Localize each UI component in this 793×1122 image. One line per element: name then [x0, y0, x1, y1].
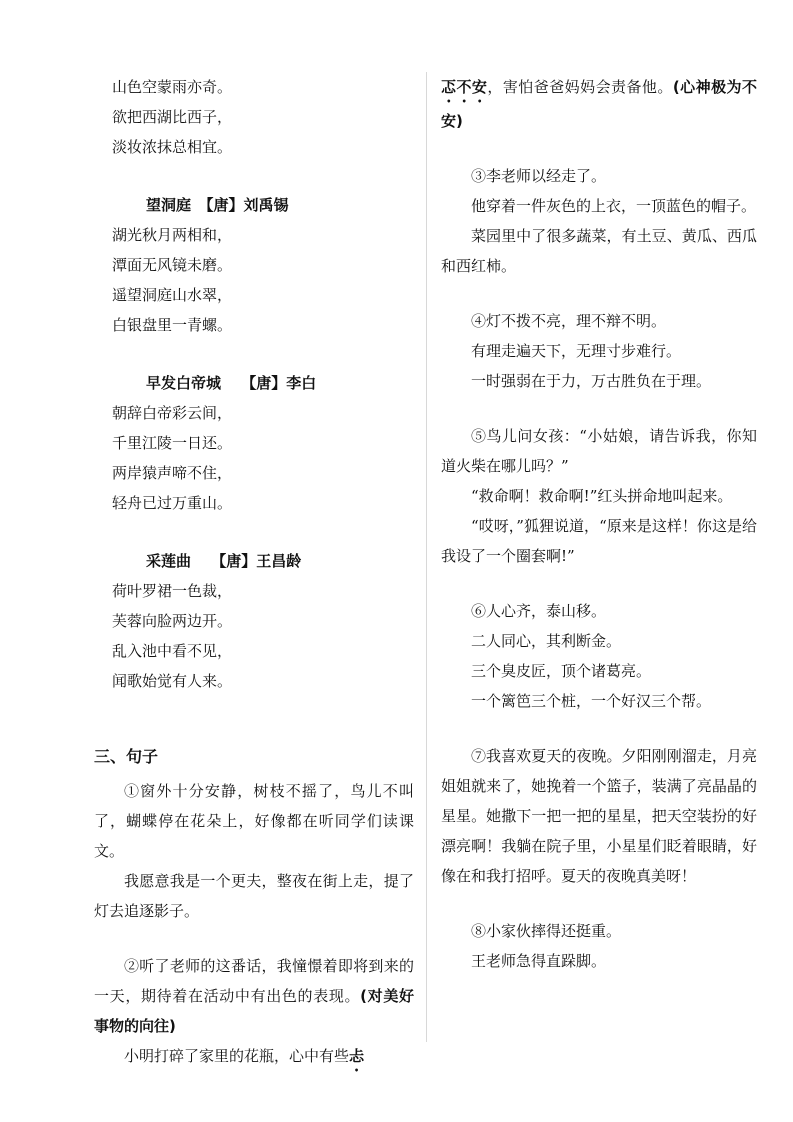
emphasized-word: 忑不安 [441, 78, 488, 96]
paragraph: ⑤鸟儿问女孩：“小姑娘，请告诉我，你知道火柴在哪儿吗？” [441, 427, 757, 475]
poem-zaofabaidicheng [94, 368, 414, 518]
sentence-group-6 [441, 596, 757, 716]
sentence-group-8 [441, 916, 757, 976]
poem-line: 荷叶罗裙一色裁， [112, 582, 233, 600]
paragraph: 王老师急得直跺脚。 [471, 952, 607, 970]
paragraph: 我愿意我是一个更夫，整夜在街上走，提了灯去追逐影子。 [94, 872, 414, 920]
paragraph: 一时强弱在于力，万古胜负在于理。 [471, 372, 712, 390]
poem-line: 芙蓉向脸两边开。 [112, 612, 233, 630]
poem-line: 朝辞白帝彩云间， [112, 404, 233, 422]
poem-line: 白银盘里一青螺。 [112, 316, 233, 334]
right-column [441, 72, 757, 976]
paragraph [94, 951, 414, 1041]
poem-line: 千里江陵一日还。 [112, 434, 233, 452]
paragraph: 菜园里中了很多蔬菜，有土豆、黄瓜、西瓜和西红柿。 [441, 227, 757, 275]
poem-line: 遥望洞庭山水翠， [112, 286, 233, 304]
poem-title: 早发白帝城 【唐】李白 [146, 374, 317, 392]
sentence-group-5 [441, 421, 757, 571]
paragraph-text: ②听了老师的这番话，我憧憬着即将到来的一天，期待着在活动中有出色的表现。 [94, 957, 414, 1005]
poem-line: 闻歌始觉有人来。 [112, 672, 233, 690]
paragraph-continuation [441, 72, 757, 136]
poem-fragment [94, 72, 414, 162]
paragraph-text: ，害怕爸爸妈妈会责备他。 [487, 78, 673, 96]
sentence-group-2 [94, 951, 414, 1075]
poem-title: 望洞庭 【唐】刘禹锡 [146, 196, 289, 214]
column-divider [426, 72, 427, 1042]
sentence-group-1 [94, 776, 414, 926]
paragraph: 有理走遍天下，无理寸步难行。 [471, 342, 682, 360]
paragraph: ①窗外十分安静，树枝不摇了，鸟儿不叫了，蝴蝶停在花朵上，好像都在听同学们读课文。 [94, 782, 414, 860]
meaning-note: (对美好事物的向往) [94, 987, 414, 1035]
poem-wangdongting [94, 190, 414, 340]
poem-line: 湖光秋月两相和， [112, 226, 233, 244]
paragraph [94, 1041, 414, 1075]
paragraph: “救命啊！救命啊!”红头拼命地叫起来。 [471, 487, 733, 505]
paragraph: 他穿着一件灰色的上衣，一顶蓝色的帽子。 [471, 197, 757, 215]
sentence-group-3 [441, 161, 757, 281]
sentence-group-4 [441, 306, 757, 396]
poem-line: 两岸猿声啼不住， [112, 464, 233, 482]
poem-line: 淡妆浓抹总相宜。 [112, 138, 233, 156]
poem-line: 潭面无风镜未磨。 [112, 256, 233, 274]
sentence-group-7 [441, 741, 757, 891]
meaning-note: (心神极为不安) [441, 78, 757, 130]
paragraph: ③李老师以经走了。 [471, 167, 607, 185]
paragraph: ⑦我喜欢夏天的夜晚。夕阳刚刚溜走，月亮姐姐就来了，她挽着一个篮子，装满了亮晶晶的星星。她撒下一把一把的星星，把天空装扮的好漂亮啊！我躺在院子里，小星星们眨着眼睛，好像在和我打招呼。夏天的夜晚真美呀！ [441, 747, 757, 885]
paragraph: ④灯不拨不亮，理不辩不明。 [471, 312, 667, 330]
paragraph: ⑥人心齐，泰山移。 [471, 602, 607, 620]
paragraph: 二人同心，其利断金。 [471, 632, 622, 650]
paragraph: 三个臭皮匠，顶个诸葛亮。 [471, 662, 652, 680]
poem-line: 乱入池中看不见， [112, 642, 233, 660]
paragraph: 一个篱笆三个桩，一个好汉三个帮。 [471, 692, 712, 710]
poem-cailianqu [94, 546, 414, 696]
section-heading: 三、句子 [94, 747, 159, 766]
paragraph: “哎呀，”狐狸说道，“原来是这样！你这是给我设了一个圈套啊!” [441, 517, 757, 565]
poem-line: 欲把西湖比西子， [112, 108, 233, 126]
poem-line: 轻舟已过万重山。 [112, 494, 233, 512]
emphasized-word: 忐 [349, 1047, 365, 1065]
poem-title: 采莲曲 【唐】王昌龄 [146, 552, 302, 570]
paragraph-text: 小明打碎了家里的花瓶，心中有些 [124, 1047, 350, 1065]
paragraph: ⑧小家伙摔得还挺重。 [471, 922, 622, 940]
left-column [94, 72, 414, 1075]
poem-line: 山色空蒙雨亦奇。 [112, 78, 233, 96]
